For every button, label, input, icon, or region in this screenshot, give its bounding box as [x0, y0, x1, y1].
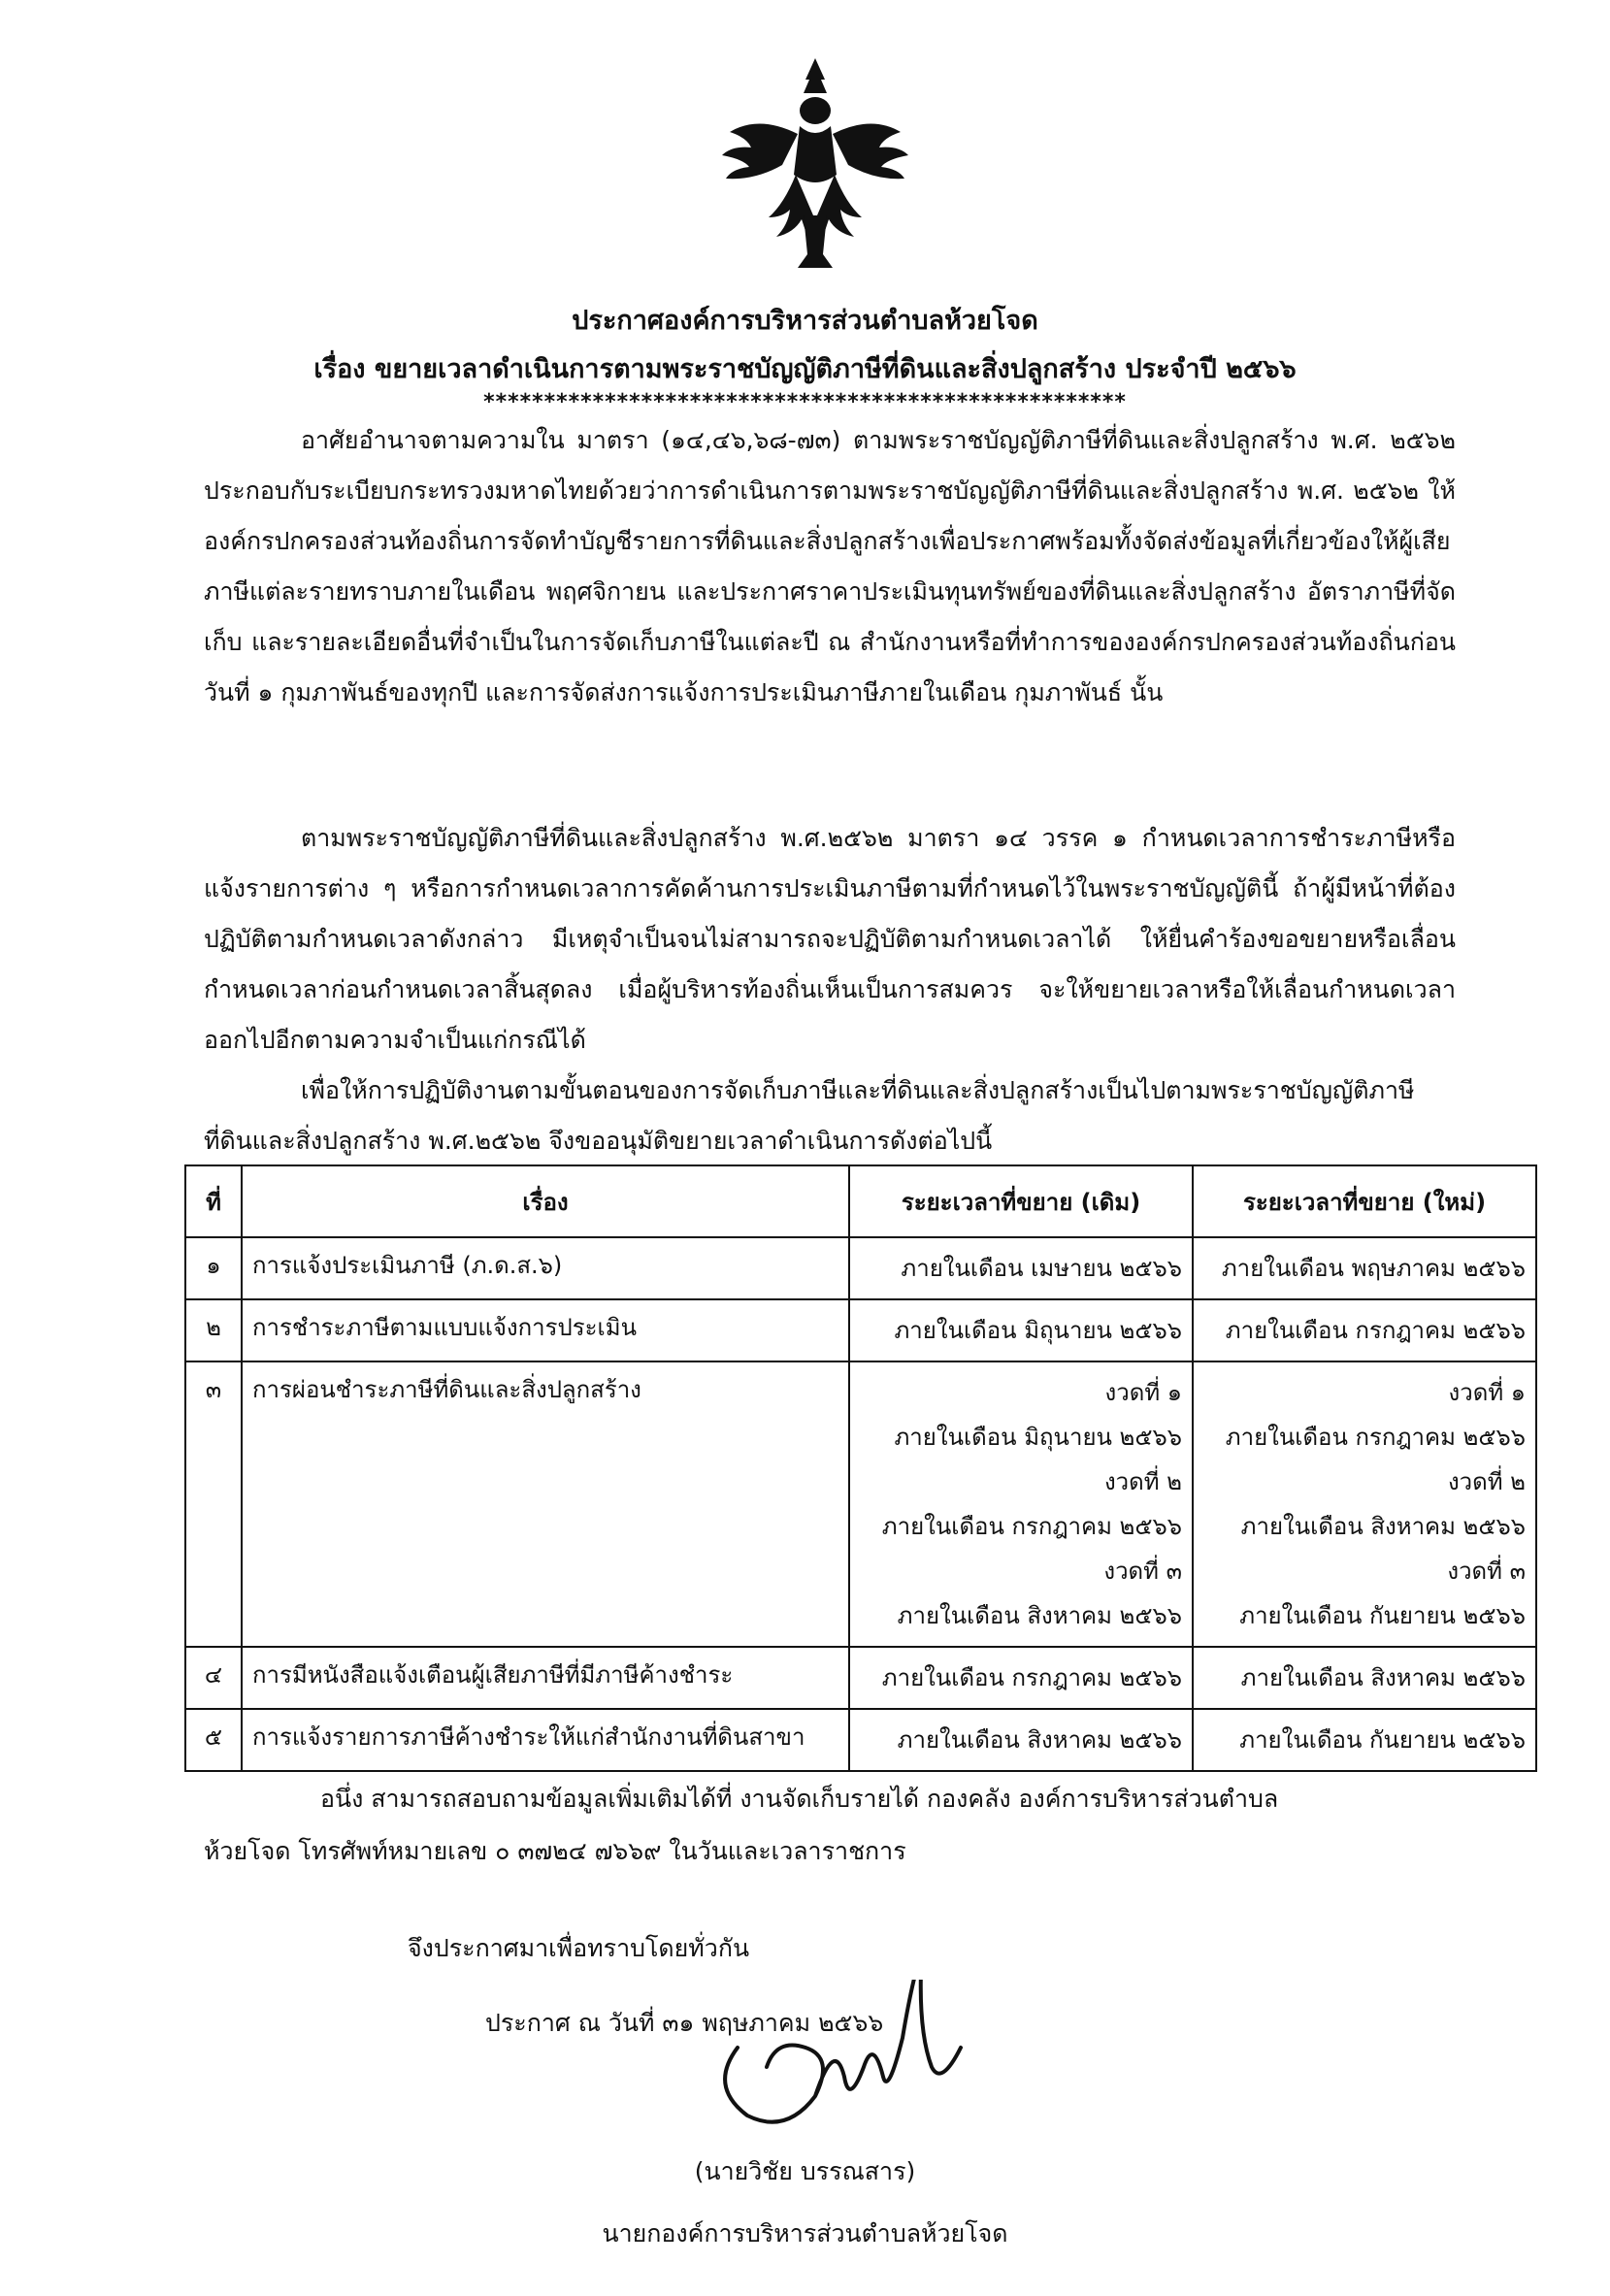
row-new-period	[1193, 1237, 1536, 1299]
header-no: ที่	[185, 1165, 242, 1237]
table-row	[185, 1647, 1536, 1709]
period-line: ภายในเดือน สิงหาคม ๒๕๖๖	[1240, 1664, 1526, 1691]
period-line: ภายในเดือน กรกฎาคม ๒๕๖๖	[1225, 1424, 1526, 1451]
period-line: ภายในเดือน สิงหาคม ๒๕๖๖	[1240, 1513, 1526, 1540]
period-line: งวดที่ ๓	[1103, 1558, 1182, 1585]
period-line: ภายในเดือน กรกฎาคม ๒๕๖๖	[1225, 1317, 1526, 1344]
row-new-period	[1193, 1299, 1536, 1361]
paragraph-law-text: ตามพระราชบัญญัติภาษีที่ดินและสิ่งปลูกสร้าง พ.ศ.๒๕๖๒ มาตรา ๑๔ วรรค ๑ กำหนดเวลาการชำระภาษีหรือแจ้งรายการต่าง ๆ หรือการกำหนดเวลาการคัดค้านการประเมินภาษีตามที่กำหนดไว้ในพระราชบัญญัตินี้ ถ้าผู้มีหน้าที่ต้องปฏิบัติตามกำหนดเวลาดังกล่าว มีเหตุจำเป็นจนไม่สามารถจะปฏิบัติตามกำหนดเวลาได้ ให้ยื่นคำร้องขอขยายหรือเลื่อนกำหนดเวลาก่อนกำหนดเวลาสิ้นสุดลง เมื่อผู้บริหารท้องถิ่นเห็นเป็นการสมควร จะให้ขยายเวลาหรือให้เลื่อนกำหนดเวลาออกไปอีกตามความจำเป็นแก่กรณีได้	[204, 824, 1456, 1054]
table-row	[185, 1237, 1536, 1299]
row-new-period	[1193, 1361, 1536, 1647]
paragraph-authority	[204, 415, 1456, 718]
row-old-period	[849, 1299, 1193, 1361]
period-line: ภายในเดือน สิงหาคม ๒๕๖๖	[897, 1726, 1182, 1754]
period-line: ภายในเดือน กรกฎาคม ๒๕๖๖	[881, 1513, 1182, 1540]
period-line: งวดที่ ๑	[1104, 1379, 1182, 1406]
period-line: ภายในเดือน มิถุนายน ๒๕๖๖	[894, 1317, 1182, 1344]
period-line: ภายในเดือน กันยายน ๒๕๖๖	[1239, 1602, 1526, 1629]
table-row	[185, 1299, 1536, 1361]
signer-position: นายกองค์การบริหารส่วนตำบลห้วยโจด	[602, 2219, 1008, 2247]
period-line: ภายในเดือน กรกฎาคม ๒๕๖๖	[881, 1664, 1182, 1691]
paragraph-purpose	[204, 1066, 1456, 1166]
table-header-row	[185, 1165, 1536, 1237]
period-line: ภายในเดือน มิถุนายน ๒๕๖๖	[894, 1424, 1182, 1451]
period-line: งวดที่ ๑	[1448, 1379, 1526, 1406]
row-number: ๕	[185, 1709, 242, 1771]
table-body	[185, 1237, 1536, 1771]
document-title: ประกาศองค์การบริหารส่วนตำบลห้วยโจด	[572, 306, 1038, 336]
document-subject: เรื่อง ขยายเวลาดำเนินการตามพระราชบัญญัติภาษีที่ดินและสิ่งปลูกสร้าง ประจำปี ๒๕๖๖	[313, 354, 1297, 384]
row-number: ๑	[185, 1237, 242, 1299]
paragraph-law	[204, 813, 1456, 1066]
period-line: ภายในเดือน สิงหาคม ๒๕๖๖	[897, 1602, 1182, 1629]
table-row	[185, 1361, 1536, 1647]
row-new-period	[1193, 1709, 1536, 1771]
period-line: งวดที่ ๒	[1103, 1468, 1182, 1495]
row-subject: การมีหนังสือแจ้งเตือนผู้เสียภาษีที่มีภาษีค้างชำระ	[242, 1647, 849, 1709]
paragraph-authority-text: อาศัยอำนาจตามความใน มาตรา (๑๔,๔๖,๖๘-๗๓) ตามพระราชบัญญัติภาษีที่ดินและสิ่งปลูกสร้าง พ.ศ. ๒๕๖๒ ประกอบกับระเบียบกระทรวงมหาดไทยด้วยว่าการดำเนินการตามพระราชบัญญัติภาษีที่ดินและสิ่งปลูกสร้าง พ.ศ. ๒๕๖๒ ให้องค์กรปกครองส่วนท้องถิ่นการจัดทำบัญชีรายการที่ดินและสิ่งปลูกสร้างเพื่อประกาศพร้อมทั้งจัดส่งข้อมูลที่เกี่ยวข้องให้ผู้เสียภาษีแต่ละรายทราบภายในเดือน พฤศจิกายน และประกาศราคาประเมินทุนทรัพย์ของที่ดินและสิ่งปลูกสร้าง อัตราภาษีที่จัดเก็บ และรายละเอียดอื่นที่จำเป็นในการจัดเก็บภาษีในแต่ละปี ณ สำนักงานหรือที่ทำการขององค์กรปกครองส่วนท้องถิ่นก่อนวันที่ ๑ กุมภาพันธ์ของทุกปี และการจัดส่งการแจ้งการประเมินภาษีภายในเดือน กุมภาพันธ์ นั้น	[204, 426, 1456, 706]
contact-line-2: ห้วยโจด โทรศัพท์หมายเลข ๐ ๓๗๒๔ ๗๖๖๙ ในวันและเวลาราชการ	[204, 1837, 906, 1865]
row-subject: การชำระภาษีตามแบบแจ้งการประเมิน	[242, 1299, 849, 1361]
schedule-table	[184, 1164, 1537, 1772]
row-old-period	[849, 1709, 1193, 1771]
garuda-emblem-icon	[718, 50, 912, 283]
period-line: ภายในเดือน กันยายน ๒๕๖๖	[1239, 1726, 1526, 1754]
row-subject: การผ่อนชำระภาษีที่ดินและสิ่งปลูกสร้าง	[242, 1361, 849, 1647]
row-number: ๓	[185, 1361, 242, 1647]
table-row	[185, 1709, 1536, 1771]
announcement-date: ประกาศ ณ วันที่ ๓๑ พฤษภาคม ๒๕๖๖	[485, 2009, 884, 2037]
header-old-period: ระยะเวลาที่ขยาย (เดิม)	[849, 1165, 1193, 1237]
row-number: ๒	[185, 1299, 242, 1361]
row-new-period	[1193, 1647, 1536, 1709]
separator-line: *****************************************************	[483, 390, 1127, 414]
header-subject: เรื่อง	[242, 1165, 849, 1237]
row-old-period	[849, 1647, 1193, 1709]
row-subject: การแจ้งรายการภาษีค้างชำระให้แก่สำนักงานที่ดินสาขา	[242, 1709, 849, 1771]
period-line: ภายในเดือน เมษายน ๒๕๖๖	[901, 1255, 1182, 1282]
signer-name: (นายวิชัย บรรณสาร)	[694, 2157, 916, 2185]
row-subject: การแจ้งประเมินภาษี (ภ.ด.ส.๖)	[242, 1237, 849, 1299]
paragraph-purpose-text: เพื่อให้การปฏิบัติงานตามขั้นตอนของการจัดเก็บภาษีและที่ดินและสิ่งปลูกสร้างเป็นไปตามพระราชบัญญัติภาษีที่ดินและสิ่งปลูกสร้าง พ.ศ.๒๕๖๒ จึงขออนุมัติขยายเวลาดำเนินการดังต่อไปนี้	[204, 1076, 1415, 1155]
row-old-period	[849, 1237, 1193, 1299]
announcement-line: จึงประกาศมาเพื่อทราบโดยทั่วกัน	[408, 1934, 750, 1962]
contact-line-1: อนึ่ง สามารถสอบถามข้อมูลเพิ่มเติมได้ที่ งานจัดเก็บรายได้ กองคลัง องค์การบริหารส่วนตำบล	[320, 1785, 1279, 1813]
period-line: ภายในเดือน พฤษภาคม ๒๕๖๖	[1221, 1255, 1526, 1282]
period-line: งวดที่ ๓	[1447, 1558, 1526, 1585]
row-number: ๔	[185, 1647, 242, 1709]
row-old-period	[849, 1361, 1193, 1647]
header-new-period: ระยะเวลาที่ขยาย (ใหม่)	[1193, 1165, 1536, 1237]
period-line: งวดที่ ๒	[1447, 1468, 1526, 1495]
handwritten-signature	[699, 1980, 1019, 2145]
